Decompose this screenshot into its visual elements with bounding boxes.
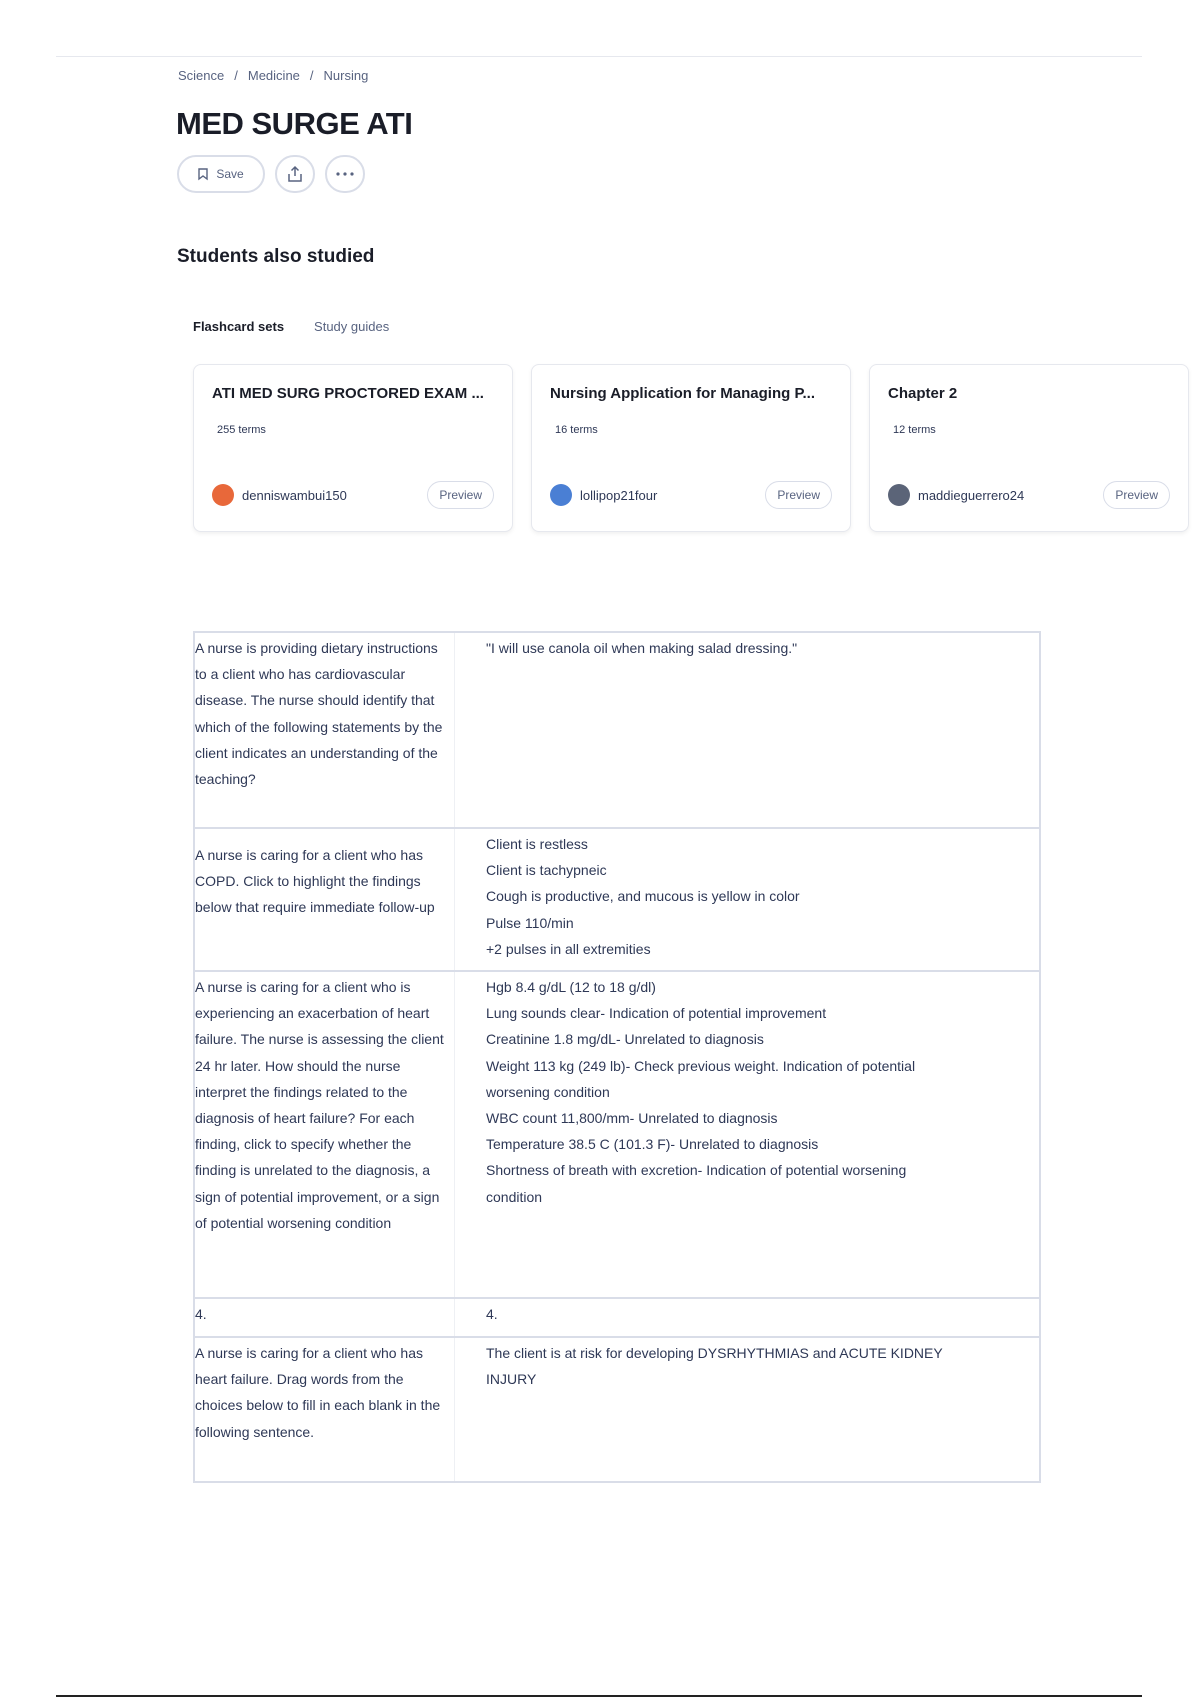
breadcrumb-separator: / (309, 68, 314, 83)
definition-line: "I will use canola oil when making salad dressing." (486, 640, 798, 656)
top-divider (56, 56, 1142, 57)
avatar (888, 484, 910, 506)
term-cell: A nurse is caring for a client who has heart failure. Drag words from the choices below to fill in each blank in the following sentence. (195, 1338, 455, 1481)
preview-button[interactable]: Preview (1103, 481, 1170, 509)
author-name: lollipop21four (580, 487, 658, 503)
table-row (195, 633, 1039, 829)
study-tabs (193, 319, 389, 334)
save-button[interactable] (177, 155, 265, 193)
avatar (212, 484, 234, 506)
definition-line: Client is restless (486, 836, 588, 852)
definition-line: Temperature 38.5 C (101.3 F)- Unrelated to diagnosis (486, 1136, 819, 1153)
definition-line: Pulse 110/min (486, 914, 574, 931)
breadcrumb-item-medicine[interactable]: Medicine (247, 68, 300, 83)
bookmark-icon (198, 168, 208, 180)
set-card-author[interactable] (888, 484, 1024, 506)
avatar (550, 484, 572, 506)
share-button[interactable] (275, 155, 315, 193)
definition-cell (455, 829, 1039, 970)
author-name: maddieguerrero24 (918, 487, 1025, 503)
definition-line: Weight 113 kg (249 lb)- Check previous weight. Indication of potential worsening condition (486, 1057, 916, 1100)
set-card[interactable] (193, 364, 513, 532)
definition-line: The client is at risk for developing DYSRHYTHMIAS and ACUTE KIDNEY INJURY (486, 1345, 943, 1388)
set-card-terms: 12 terms (893, 424, 936, 436)
breadcrumb-item-science[interactable]: Science (178, 68, 225, 83)
definition-line: Hgb 8.4 g/dL (12 to 18 g/dl) (486, 979, 656, 995)
term-cell: A nurse is caring for a client who has COPD. Click to highlight the findings below that require immediate follow-up (195, 829, 455, 970)
share-icon (287, 165, 303, 183)
set-card-title: ATI MED SURG PROCTORED EXAM ... (212, 385, 484, 402)
breadcrumb-separator: / (234, 68, 238, 83)
tab-study-guides[interactable]: Study guides (314, 319, 390, 334)
term-cell: A nurse is caring for a client who is experiencing an exacerbation of heart failure. The nurse is assessing the client 24 hr later. How should the nurse interpret the findings related to the diagnosis of heart failure? For each finding, click to specify whether the finding is unrelated to the diagnosis, a sign of potential improvement, or a sign of potential worsening condition (195, 972, 455, 1297)
definition-cell (455, 1338, 1039, 1481)
table-row (195, 1299, 1039, 1338)
set-actions (177, 155, 365, 193)
definition-line: WBC count 11,800/mm- Unrelated to diagnosis (486, 1110, 778, 1127)
definition-cell (455, 972, 1039, 1297)
set-card-terms: 16 terms (555, 424, 598, 436)
bottom-divider (56, 1695, 1142, 1697)
definition-line: Shortness of breath with excretion- Indication of potential worsening condition (486, 1162, 907, 1205)
set-card-author[interactable] (550, 484, 657, 506)
set-card-terms: 255 terms (217, 424, 266, 436)
section-title: Students also studied (177, 246, 375, 267)
breadcrumb (178, 68, 368, 83)
set-card-title: Nursing Application for Managing P... (550, 385, 816, 402)
more-icon (336, 172, 354, 176)
page-title: MED SURGE ATI (176, 106, 413, 141)
preview-button[interactable]: Preview (427, 481, 494, 509)
set-card[interactable] (869, 364, 1189, 532)
set-card[interactable] (531, 364, 851, 532)
table-row (195, 829, 1039, 972)
terms-table (193, 631, 1041, 1483)
related-sets-carousel (193, 364, 1158, 536)
term-cell: 4. (195, 1299, 455, 1336)
save-label: Save (216, 167, 244, 181)
tab-flashcard-sets[interactable]: Flashcard sets (193, 319, 285, 334)
table-row (195, 972, 1039, 1299)
definition-line: Cough is productive, and mucous is yellow in color (486, 888, 800, 905)
definition-line: Creatinine 1.8 mg/dL- Unrelated to diagnosis (486, 1031, 764, 1048)
preview-button[interactable]: Preview (765, 481, 832, 509)
definition-cell (455, 1299, 1039, 1336)
term-cell: A nurse is providing dietary instructions to a client who has cardiovascular disease. The nurse should identify that which of the following statements by the client indicates an understanding of the teaching? (195, 633, 455, 827)
table-row (195, 1338, 1039, 1481)
set-card-title: Chapter 2 (888, 385, 958, 402)
set-card-author[interactable] (212, 484, 347, 506)
breadcrumb-item-nursing[interactable]: Nursing (323, 68, 369, 83)
more-options-button[interactable] (325, 155, 365, 193)
definition-line: Lung sounds clear- Indication of potential improvement (486, 1005, 827, 1022)
definition-line: 4. (486, 1306, 498, 1322)
author-name: denniswambui150 (242, 487, 347, 503)
definition-line: Client is tachypneic (486, 862, 607, 879)
definition-cell (455, 633, 1039, 827)
definition-line: +2 pulses in all extremities (486, 940, 651, 957)
